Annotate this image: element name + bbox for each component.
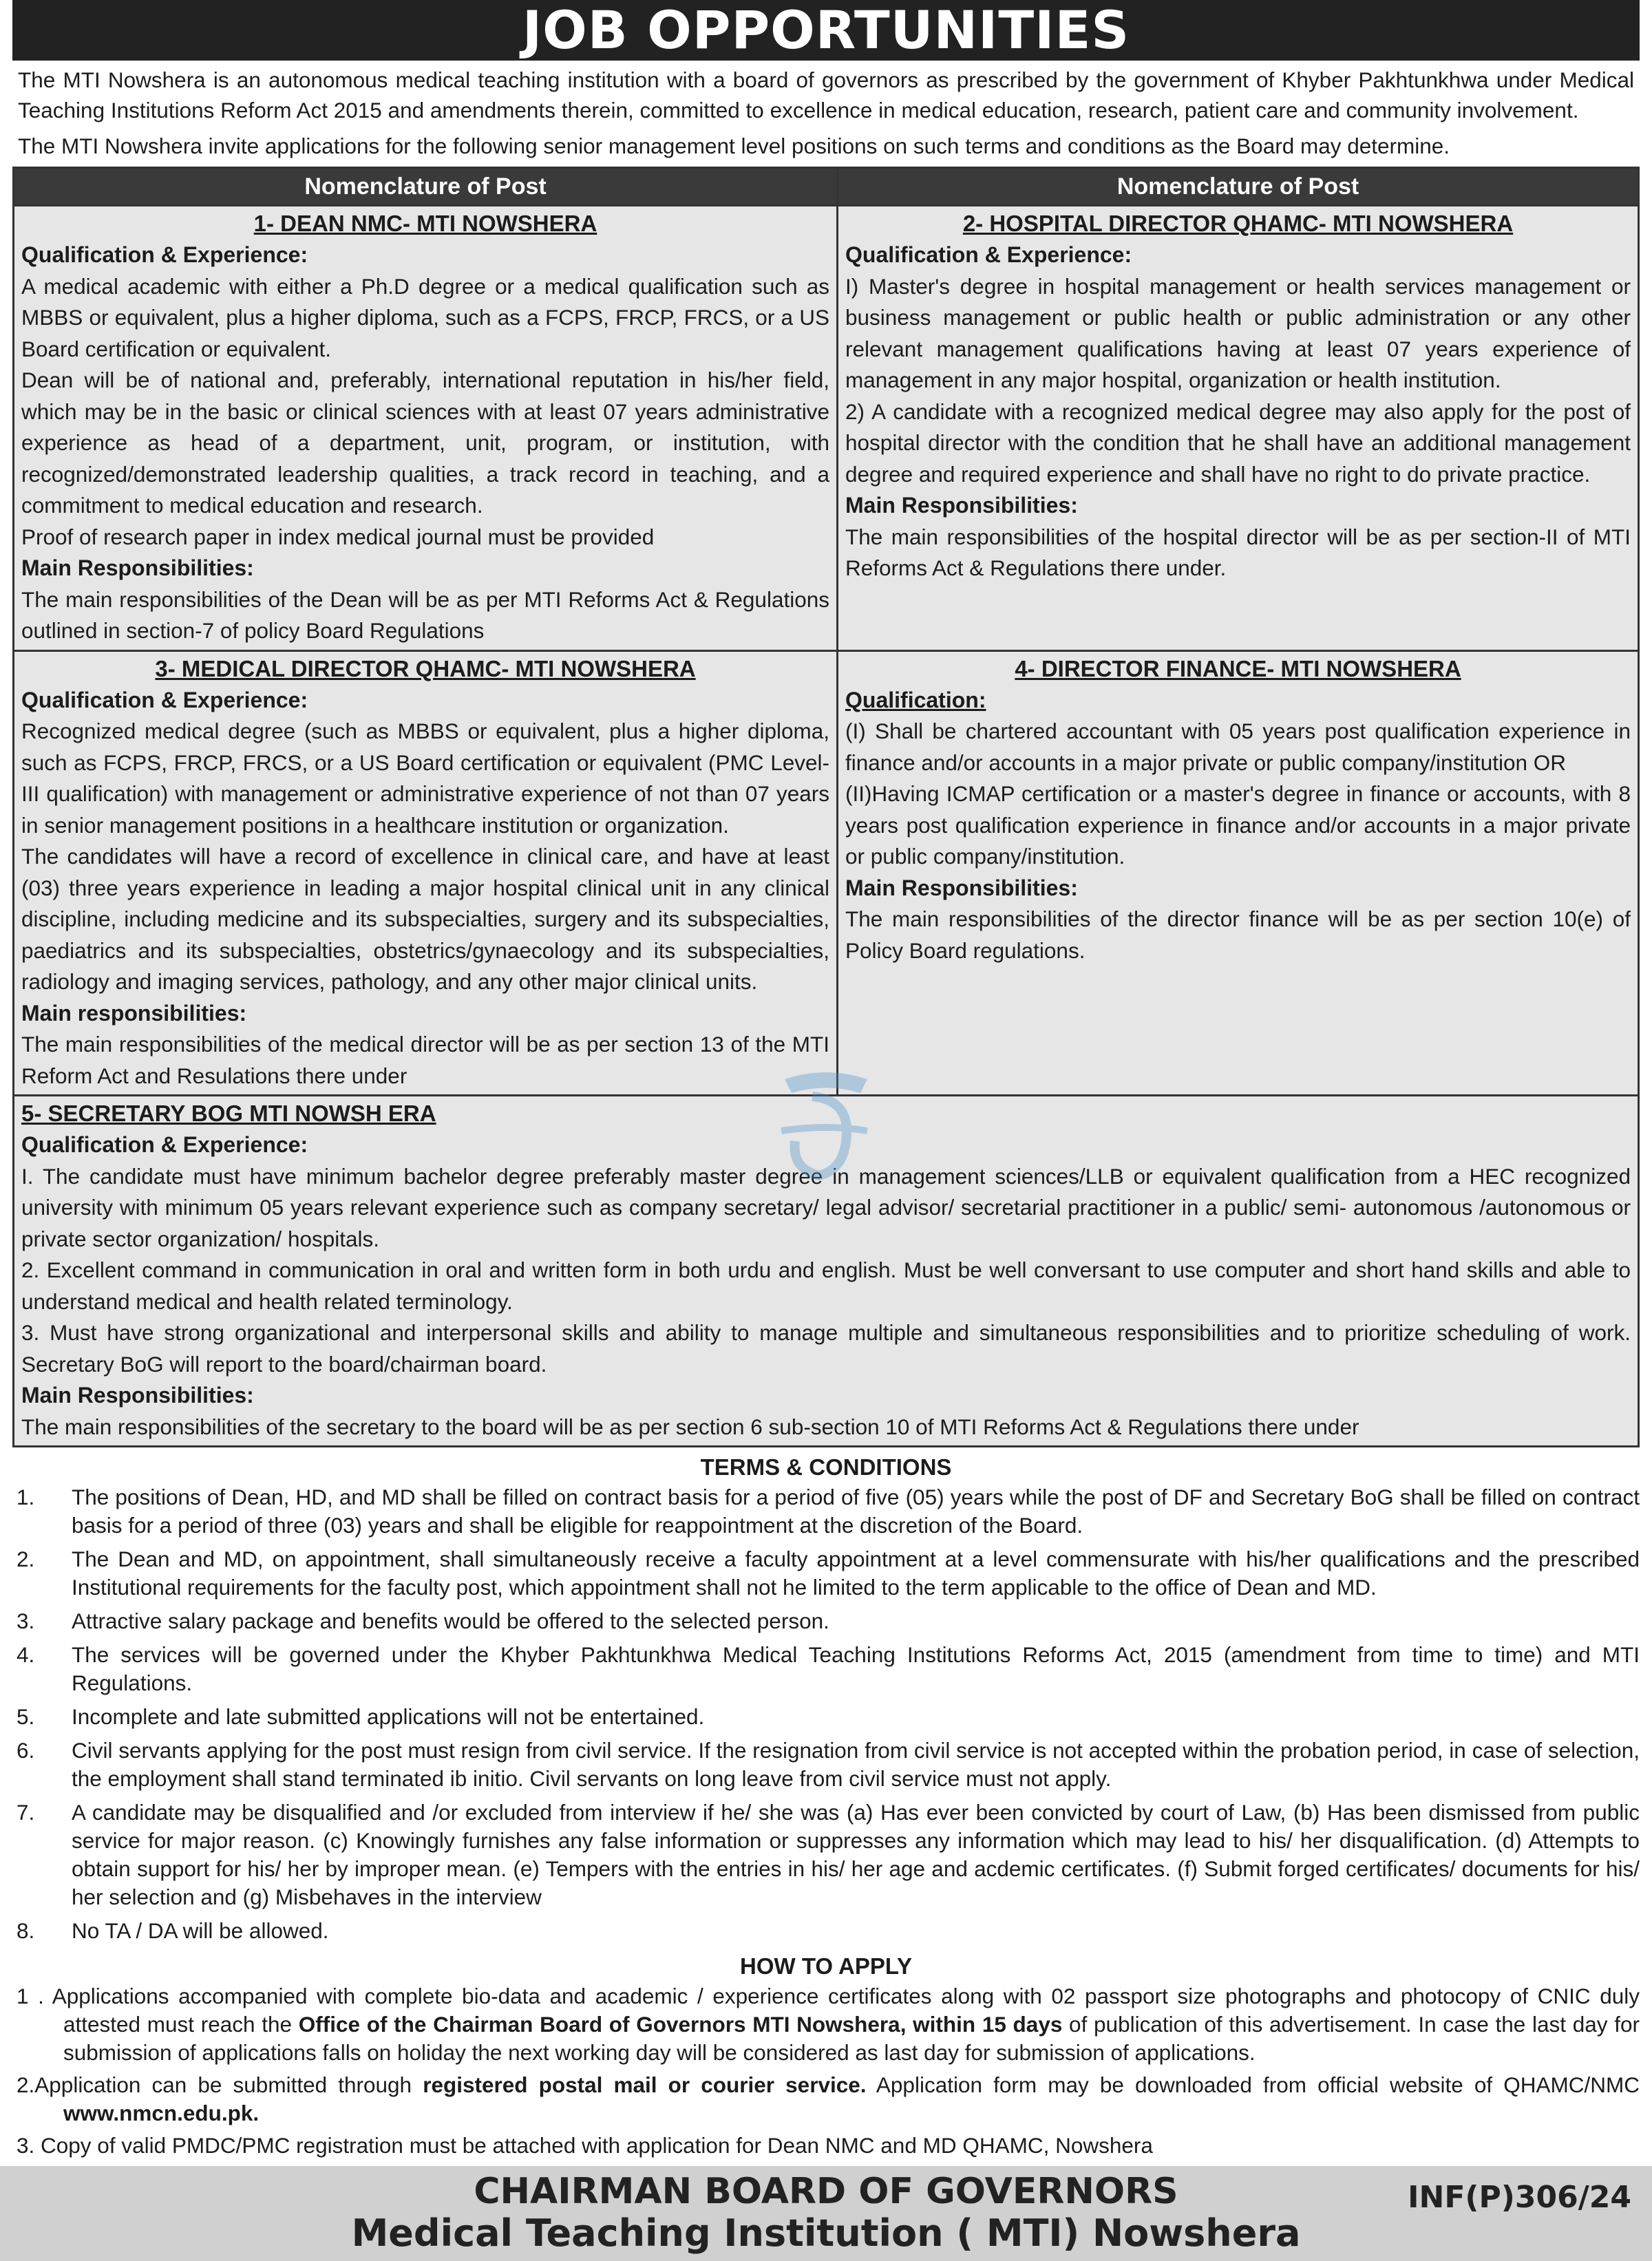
intro-section bbox=[18, 65, 1634, 161]
post-paragraph: 3. Must have strong organizational and interpersonal skills and ability to manage multiple and simultaneous responsibilities and to prioritize scheduling of work. Secretary BoG will report to the board/chairman board. bbox=[21, 1320, 1631, 1377]
intro-paragraph: The MTI Nowshera is an autonomous medical teaching institution with a board of governors as prescribed by the government of Khyber Pakhtunkhwa under Medical Teaching Institutions Reform Act 2015 and amendments therein, committed to excellence in medical education, research, patient care and community involvement. bbox=[18, 67, 1634, 123]
item-text: of publication of this advertisement. In case the last day for submission of applications falls on holiday the next working day will be considered as last day for submission of applications. bbox=[63, 2012, 1640, 2065]
post-medical-director bbox=[14, 650, 838, 1096]
reference-number: INF(P)306/24 bbox=[1408, 2180, 1631, 2215]
post-dean bbox=[14, 206, 838, 651]
post-title: 5- SECRETARY BOG MTI NOWSH ERA bbox=[21, 1101, 436, 1126]
post-paragraph: (I) Shall be chartered accountant with 05 years post qualification experience in finance and/or accounts in a major private or public company/institution OR bbox=[845, 719, 1631, 775]
page-title: JOB OPPORTUNITIES bbox=[12, 0, 1640, 61]
section-label: Qualification & Experience: bbox=[21, 242, 308, 267]
item-text: A candidate may be disqualified and /or excluded from interview if he/ she was (a) Has ever been convicted by court of Law, (b) Has been dismissed from public service for major reason. (c) Knowingly furnishes any false information or suppresses any information which may lead to his/ her disqualification. (d) Attempts to obtain support for his/ her by improper mean. (e) Tempers with the entries in his/ her age and acdemic certificates. (f) Submit forged certificates/ documents for his/ her selection and (g) Misbehaves in the interview bbox=[72, 1800, 1640, 1909]
post-paragraph: The main responsibilities of the secretary to the board will be as per section 6 sub-section 10 of MTI Reforms Act & Regulations there under bbox=[21, 1414, 1359, 1439]
item-text: 3. Copy of valid PMDC/PMC registration must be attached with application for Dean NMC and MD QHAMC, Nowshera bbox=[17, 2133, 1153, 2158]
item-number: 8. bbox=[17, 1918, 35, 1943]
list-item bbox=[17, 1545, 1640, 1602]
item-text: Attractive salary package and benefits would be offered to the selected person. bbox=[72, 1609, 829, 1633]
post-title: 4- DIRECTOR FINANCE- MTI NOWSHERA bbox=[1015, 655, 1461, 681]
section-label: Main Responsibilities: bbox=[21, 555, 254, 580]
list-item bbox=[17, 1607, 1640, 1635]
item-text-bold: registered postal mail or courier service. bbox=[423, 2072, 867, 2097]
post-paragraph: The main responsibilities of the director finance will be as per section 10(e) of Policy Board regulations. bbox=[845, 906, 1631, 963]
item-text: Application form may be downloaded from official website of QHAMC/NMC bbox=[866, 2072, 1640, 2097]
item-number: 6. bbox=[17, 1738, 35, 1763]
post-director-finance bbox=[838, 650, 1639, 1096]
section-label: Qualification: bbox=[845, 687, 986, 712]
post-paragraph: I. The candidate must have minimum bachelor degree preferably master degree in management sciences/LLB or equivalent qualification from a HEC recognized university with minimum 05 years relevant experience such as company secretary/ legal advisor/ secretarial practitioner in a public/ semi- autonomous /autonomous or private sector organization/ hospitals. bbox=[21, 1163, 1631, 1251]
watermark-logo-icon bbox=[771, 1065, 881, 1189]
table-row bbox=[14, 650, 1639, 1096]
table-row bbox=[14, 206, 1639, 651]
item-text: Civil servants applying for the post must resign from civil service. If the resignation from civil service is not accepted within the probation period, in case of selection, the employment shall stand terminated ib initio. Civil servants on long leave from civil service must not apply. bbox=[72, 1738, 1640, 1791]
post-paragraph: A medical academic with either a Ph.D degree or a medical qualification such as MBBS or equivalent, plus a higher diploma, such as a FCPS, FRCP, FRCS, or a US Board certification or equivalent. bbox=[21, 273, 830, 361]
post-paragraph: 2) A candidate with a recognized medical degree may also apply for the post of hospital director with the condition that he shall have an additional management degree and required experience and shall have no right to do private practice. bbox=[845, 399, 1631, 487]
list-item bbox=[17, 1917, 1640, 1945]
section-label: Main Responsibilities: bbox=[845, 493, 1078, 518]
list-item bbox=[17, 1703, 1640, 1731]
footer-title: CHAIRMAN BOARD OF GOVERNORS bbox=[474, 2171, 1178, 2212]
footer-banner bbox=[0, 2166, 1652, 2261]
section-label: Qualification & Experience: bbox=[21, 1132, 308, 1157]
item-text-bold: Office of the Chairman Board of Governors MTI Nowshera, within 15 days bbox=[298, 2012, 1063, 2037]
post-title: 2- HOSPITAL DIRECTOR QHAMC- MTI NOWSHERA bbox=[962, 211, 1514, 236]
section-label: Qualification & Experience: bbox=[845, 242, 1132, 267]
item-text: Incomplete and late submitted applications will not be entertained. bbox=[72, 1704, 705, 1729]
section-label: Main responsibilities: bbox=[21, 1000, 247, 1026]
list-item bbox=[17, 1483, 1640, 1540]
terms-list bbox=[17, 1483, 1640, 1945]
column-header: Nomenclature of Post bbox=[14, 168, 838, 206]
post-paragraph: Proof of research paper in index medical journal must be provided bbox=[21, 524, 655, 549]
item-text: 2.Application can be submitted through bbox=[17, 2072, 423, 2097]
footer-subtitle: Medical Teaching Institution ( MTI) Nowshera bbox=[351, 2211, 1301, 2255]
item-text: The services will be governed under the Khyber Pakhtunkhwa Medical Teaching Institutions Reforms Act, 2015 (amendment from time to time) and MTI Regulations. bbox=[72, 1642, 1640, 1695]
item-number: 4. bbox=[17, 1642, 35, 1667]
section-label: Main Responsibilities: bbox=[21, 1383, 254, 1408]
list-item bbox=[17, 2071, 1640, 2127]
item-number: 5. bbox=[17, 1704, 35, 1729]
column-header: Nomenclature of Post bbox=[838, 168, 1639, 206]
item-number: 1. bbox=[17, 1485, 35, 1509]
section-label: Qualification & Experience: bbox=[21, 687, 308, 712]
how-to-apply-list bbox=[17, 1982, 1640, 2160]
posts-table bbox=[12, 167, 1640, 1447]
table-header-row bbox=[14, 168, 1639, 206]
post-paragraph: The candidates will have a record of excellence in clinical care, and have at least (03) three years experience in leading a major hospital clinical unit in any clinical discipline, including medicine and its subspecialties, surgery and its subspecialties, paediatrics and its subspecialties, obstetrics/gynaecology and its subspecialties, radiology and imaging services, pathology, and any other major clinical units. bbox=[21, 844, 830, 994]
list-item bbox=[17, 1737, 1640, 1793]
list-item bbox=[17, 2132, 1640, 2160]
post-paragraph: (II)Having ICMAP certification or a master's degree in finance or accounts, with 8 years post qualification experience in finance and/or accounts in a major private or public company/institution. bbox=[845, 781, 1631, 869]
list-item bbox=[17, 1982, 1640, 2067]
item-text: No TA / DA will be allowed. bbox=[72, 1918, 329, 1943]
section-label: Main Responsibilities: bbox=[845, 875, 1078, 900]
post-hospital-director bbox=[838, 206, 1639, 651]
website-link: www.nmcn.edu.pk. bbox=[63, 2101, 260, 2125]
item-number: 7. bbox=[17, 1800, 35, 1825]
post-paragraph: 2. Excellent command in communication in oral and written form in both urdu and english. Must be well conversant to use computer and short hand skills and able to understand medical and health related terminology. bbox=[21, 1257, 1631, 1314]
terms-heading: TERMS & CONDITIONS bbox=[700, 1454, 952, 1480]
list-item bbox=[17, 1641, 1640, 1697]
post-paragraph: The main responsibilities of the hospital director will be as per section-II of MTI Reforms Act & Regulations there under. bbox=[845, 524, 1631, 580]
list-item bbox=[17, 1798, 1640, 1911]
how-to-apply-heading: HOW TO APPLY bbox=[740, 1953, 912, 1979]
item-number: 3. bbox=[17, 1609, 35, 1633]
item-text: 1 . Applications accompanied with complete bio-data and academic / experience certificates along with 02 passport size photographs and photocopy of CNIC duly attested must reach the bbox=[17, 1984, 1640, 2037]
post-paragraph: I) Master's degree in hospital management or health services management or business management or public health or public administration or any other relevant management qualifications having at least 07 years experience of management in any major hospital, organization or health institution. bbox=[845, 273, 1631, 392]
post-title: 3- MEDICAL DIRECTOR QHAMC- MTI NOWSHERA bbox=[155, 655, 696, 681]
item-text: The Dean and MD, on appointment, shall simultaneously receive a faculty appointment at a level commensurate with his/her qualifications and the prescribed Institutional requirements for the faculty post, which appointment shall not he limited to the term applicable to the office of Dean and MD. bbox=[72, 1547, 1640, 1600]
post-paragraph: Dean will be of national and, preferably, international reputation in his/her field, which may be in the basic or clinical sciences with at least 07 years administrative experience as head of a department, unit, program, or institution, with recognized/demonstrated leadership qualities, a track record in teaching, and a commitment to medical education and research. bbox=[21, 368, 830, 518]
intro-paragraph: The MTI Nowshera invite applications for the following senior management level positions on such terms and conditions as the Board may determine. bbox=[18, 134, 1450, 158]
item-number: 2. bbox=[17, 1547, 35, 1571]
post-title: 1- DEAN NMC- MTI NOWSHERA bbox=[253, 211, 597, 236]
post-paragraph: The main responsibilities of the medical director will be as per section 13 of the MTI Reform Act and Resulations there under bbox=[21, 1032, 830, 1088]
post-paragraph: Recognized medical degree (such as MBBS or equivalent, plus a higher diploma, such as FCPS, FRCP, FRCS, or a US Board certification or equivalent (PMC Level-III qualification) with management or administrative experience of not than 07 years in senior management positions in a healthcare institution or organization. bbox=[21, 719, 830, 838]
post-paragraph: The main responsibilities of the Dean will be as per MTI Reforms Act & Regulations outlined in section-7 of policy Board Regulations bbox=[21, 586, 830, 643]
item-text: The positions of Dean, HD, and MD shall be filled on contract basis for a period of five (05) years while the post of DF and Secretary BoG shall be filled on contract basis for a period of three (03) years and shall be eligible for reappointment at the discretion of the Board. bbox=[72, 1485, 1640, 1538]
